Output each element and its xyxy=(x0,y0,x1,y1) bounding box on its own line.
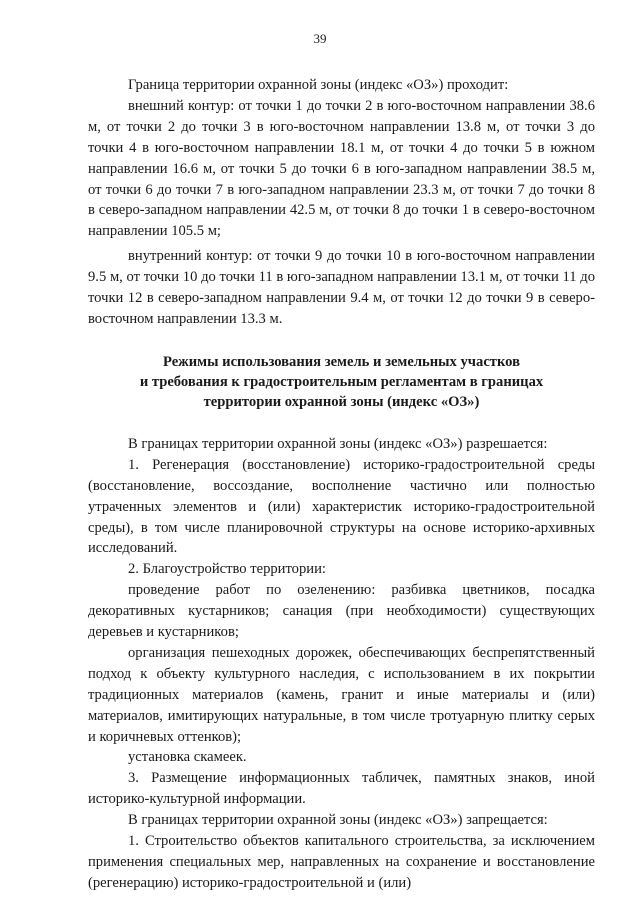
section-heading-line-1: Режимы использования земель и земельных участков xyxy=(162,353,520,370)
prohibited-item-1-paragraph: 1. Строительство объектов капитального строительства, за исключением применения специальных мер, направленных на сохранение и восстановление (регенерацию) историко-градостроительной и (или) xyxy=(88,833,595,891)
outer-contour-paragraph: внешний контур: от точки 1 до точки 2 в юго-восточном направлении 38.6 м, от точки 2 до точки 3 в юго-восточном направлении 13.8 м, от точки 3 до точки 4 в юго-восточном направлении 18.1 м, от точки 4 до точки 5 в южном направлении 16.6 м, от точки 5 до точки 6 в юго-западном направлении 38.5 м, от точки 6 до точки 7 в юго-западном направлении 23.3 м, от точки 7 до точки 8 в северо-западном направлении 42.5 м, от точки 8 до точки 1 в северо-восточном направлении 105.5 м; xyxy=(88,97,595,240)
landscaping-paragraph: проведение работ по озеленению: разбивка цветников, посадка декоративных кустарников; санация (при необходимости) существующих деревьев и кустарников; xyxy=(88,582,595,641)
section-heading-line-2: и требования к градостроительным регламентам в границах xyxy=(139,373,544,390)
inner-contour-paragraph: внутренний контур: от точки 9 до точки 10 в юго-восточном направлении 9.5 м, от точки 10 до точки 11 в юго-западном направлении 13.1 м, от точки 11 до точки 12 в северо-западном направлении 9.4 м, от точки 12 до точки 9 в северо-восточном направлении 13.3 м. xyxy=(88,248,595,327)
boundary-intro-paragraph: Граница территории охранной зоны (индекс «ОЗ») проходит: xyxy=(128,77,509,93)
section-heading xyxy=(88,352,595,412)
permitted-item-2-paragraph: 2. Благоустройство территории: xyxy=(128,561,326,578)
prohibited-intro-paragraph: В границах территории охранной зоны (индекс «ОЗ») запрещается: xyxy=(128,812,548,829)
footpaths-paragraph: организация пешеходных дорожек, обеспечивающих беспрепятственный подход к объекту культурного наследия, с использованием в их покрытии традиционных материалов (камень, гранит и иные материалы и (или) материалов, имитирующих натуральные, в том числе тротуарную плитку серых и коричневых оттенков); xyxy=(88,644,595,745)
benches-paragraph: установка скамеек. xyxy=(128,749,247,766)
page-number: 39 xyxy=(313,31,327,46)
permitted-item-1-paragraph: 1. Регенерация (восстановление) историко-градостроительной среды (восстановление, воссоздание, восполнение частично или полностью утраченных элементов и (или) характеристик историко-градостроительной среды), в том числе планировочной структуры на основе историко-архивных исследований. xyxy=(88,456,595,557)
permitted-item-3-paragraph: 3. Размещение информационных табличек, памятных знаков, иной историко-культурной информации. xyxy=(88,770,595,808)
section-heading-line-3: территории охранной зоны (индекс «ОЗ») xyxy=(203,393,480,410)
document-body xyxy=(88,75,595,894)
permitted-intro-paragraph: В границах территории охранной зоны (индекс «ОЗ») разрешается: xyxy=(128,435,548,452)
